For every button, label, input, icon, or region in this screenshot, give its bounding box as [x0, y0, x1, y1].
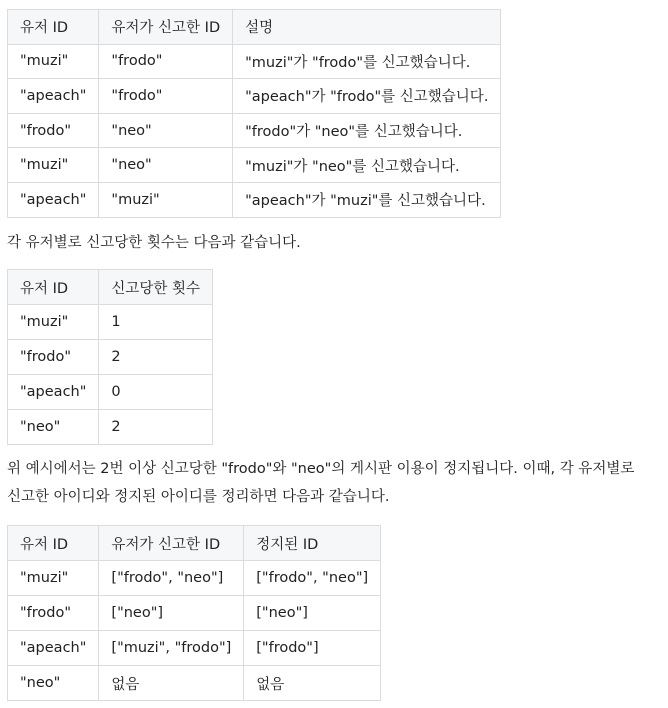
cell-reported-id: "neo" [99, 113, 233, 148]
cell-reported-id: "frodo" [99, 79, 233, 114]
table-row [8, 79, 501, 114]
cell-suspended-ids: 없음 [244, 666, 381, 701]
cell-report-count: 1 [99, 305, 213, 340]
cell-description: "muzi"가 "neo"를 신고했습니다. [233, 148, 501, 183]
cell-suspended-ids: ["frodo", "neo"] [244, 561, 381, 596]
cell-user-id: "muzi" [8, 305, 99, 340]
cell-user-id: "frodo" [8, 340, 99, 375]
cell-user-id: "muzi" [8, 561, 99, 596]
cell-user-id: "apeach" [8, 631, 99, 666]
cell-user-id: "apeach" [8, 375, 99, 410]
cell-user-id: "neo" [8, 666, 99, 701]
table-row [8, 596, 381, 631]
table-row [8, 410, 213, 445]
header-user-id: 유저 ID [8, 526, 99, 561]
paragraph-report-counts: 각 유저별로 신고당한 횟수는 다음과 같습니다. [7, 235, 301, 251]
table-header-row [8, 10, 501, 45]
paragraph-suspension [7, 455, 634, 511]
header-reported-id: 유저가 신고한 ID [99, 10, 233, 45]
table-row [8, 561, 381, 596]
cell-description: "muzi"가 "frodo"를 신고했습니다. [233, 44, 501, 79]
header-user-id: 유저 ID [8, 270, 99, 305]
cell-report-count: 2 [99, 410, 213, 445]
table-row [8, 182, 501, 217]
paragraph-suspension-line1: 위 예시에서는 2번 이상 신고당한 "frodo"와 "neo"의 게시판 이용이 정지됩니다. 이때, 각 유저별로 [7, 461, 635, 477]
cell-description: "apeach"가 "frodo"를 신고했습니다. [233, 79, 501, 114]
cell-user-id: "muzi" [8, 148, 99, 183]
table-row [8, 375, 213, 410]
cell-description: "frodo"가 "neo"를 신고했습니다. [233, 113, 501, 148]
cell-reported-id: "muzi" [99, 182, 233, 217]
cell-user-id: "frodo" [8, 113, 99, 148]
header-suspended-id: 정지된 ID [244, 526, 381, 561]
header-description: 설명 [233, 10, 501, 45]
cell-report-count: 0 [99, 375, 213, 410]
table-row [8, 666, 381, 701]
cell-reported-ids: ["neo"] [99, 596, 244, 631]
cell-suspended-ids: ["neo"] [244, 596, 381, 631]
cell-description: "apeach"가 "muzi"를 신고했습니다. [233, 182, 501, 217]
cell-user-id: "apeach" [8, 182, 99, 217]
report-count-table [7, 269, 213, 445]
cell-reported-ids: ["frodo", "neo"] [99, 561, 244, 596]
header-report-count: 신고당한 횟수 [99, 270, 213, 305]
report-table [7, 9, 501, 218]
cell-user-id: "neo" [8, 410, 99, 445]
header-reported-id: 유저가 신고한 ID [99, 526, 244, 561]
cell-reported-ids: ["muzi", "frodo"] [99, 631, 244, 666]
table-header-row [8, 270, 213, 305]
suspension-table [7, 525, 381, 701]
cell-reported-id: "frodo" [99, 44, 233, 79]
cell-user-id: "frodo" [8, 596, 99, 631]
paragraph-suspension-line2: 신고한 아이디와 정지된 아이디를 정리하면 다음과 같습니다. [7, 489, 390, 505]
cell-reported-ids: 없음 [99, 666, 244, 701]
cell-suspended-ids: ["frodo"] [244, 631, 381, 666]
cell-user-id: "apeach" [8, 79, 99, 114]
table-row [8, 305, 213, 340]
header-user-id: 유저 ID [8, 10, 99, 45]
table-row [8, 113, 501, 148]
table-row [8, 340, 213, 375]
cell-reported-id: "neo" [99, 148, 233, 183]
table-row [8, 148, 501, 183]
cell-user-id: "muzi" [8, 44, 99, 79]
table-header-row [8, 526, 381, 561]
table-row [8, 44, 501, 79]
cell-report-count: 2 [99, 340, 213, 375]
table-row [8, 631, 381, 666]
